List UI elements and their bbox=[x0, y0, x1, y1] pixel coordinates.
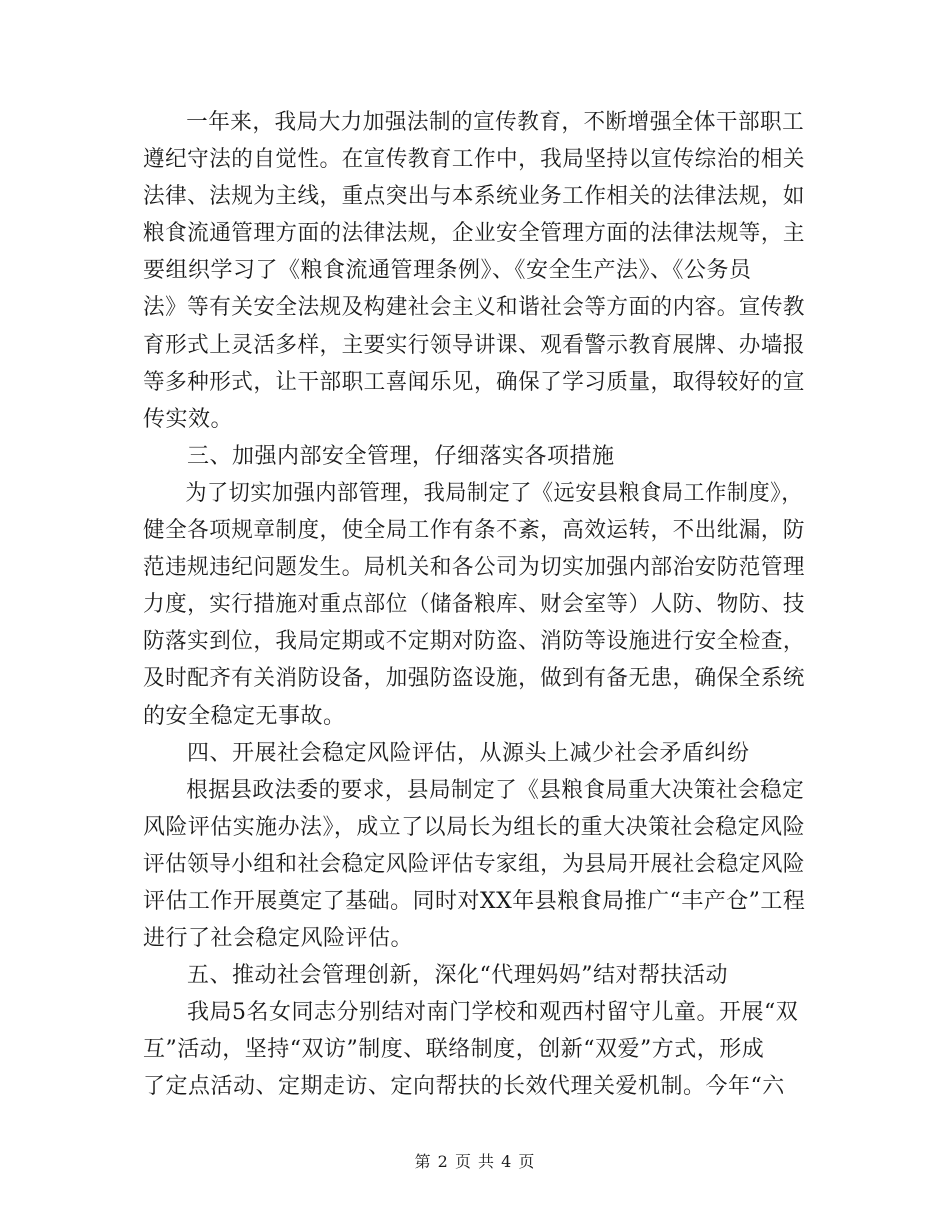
text-line: 我局5名女同志分别结对南门学校和观西村留守儿童。开展“双 bbox=[187, 1000, 799, 1026]
text-line: 法》等有关安全法规及构建社会主义和谐社会等方面的内容。宣传教 bbox=[143, 295, 805, 321]
text-line: 育形式上灵活多样，主要实行领导讲课、观看警示教育展牌、办墙报 bbox=[143, 332, 805, 358]
text-line: 防落实到位，我局定期或不定期对防盗、消防等设施进行安全检查， bbox=[143, 629, 805, 655]
text-line: 等多种形式，让干部职工喜闻乐见，确保了学习质量，取得较好的宣 bbox=[143, 369, 805, 395]
document-body bbox=[143, 104, 805, 1106]
text-line: 四、开展社会稳定风险评估，从源头上减少社会矛盾纠纷 bbox=[187, 740, 750, 766]
text-line: 粮食流通管理方面的法律法规，企业安全管理方面的法律法规等，主 bbox=[143, 221, 805, 247]
text-line: 根据县政法委的要求，县局制定了《县粮食局重大决策社会稳定 bbox=[186, 777, 805, 803]
text-line: 五、推动社会管理创新，深化“代理妈妈”结对帮扶活动 bbox=[187, 963, 728, 989]
text-line: 了定点活动、定期走访、定向帮扶的长效代理关爱机制。今年“六 bbox=[143, 1074, 785, 1100]
text-line: 评估工作开展奠定了基础。同时对XX年县粮食局推广“丰产仓”工程 bbox=[143, 888, 806, 914]
text-line: 一年来，我局大力加强法制的宣传教育，不断增强全体干部职工 bbox=[186, 110, 805, 135]
text-line: 力度，实行措施对重点部位（储备粮库、财会室等）人防、物防、技 bbox=[143, 592, 805, 618]
text-line: 的安全稳定无事故。 bbox=[143, 703, 346, 729]
text-line: 范违规违纪问题发生。局机关和各公司为切实加强内部治安防范管理 bbox=[143, 555, 805, 581]
text-line: 为了切实加强内部管理，我局制定了《远安县粮食局工作制度》， bbox=[185, 480, 803, 506]
page-footer: 第 2 页 共 4 页 bbox=[414, 1152, 536, 1171]
text-line: 进行了社会稳定风险评估。 bbox=[143, 926, 414, 952]
text-line: 三、加强内部安全管理，仔细落实各项措施 bbox=[187, 443, 615, 469]
text-line: 评估领导小组和社会稳定风险评估专家组，为县局开展社会稳定风险 bbox=[143, 851, 805, 877]
text-line: 要组织学习了《粮食流通管理条例》、《安全生产法》、《公务员 bbox=[143, 258, 752, 284]
text-line: 互”活动，坚持“双访”制度、联络制度，创新“双爱”方式，形成 bbox=[143, 1037, 765, 1063]
text-line: 传实效。 bbox=[143, 406, 234, 432]
text-line: 及时配齐有关消防设备，加强防盗设施，做到有备无患，确保全系统 bbox=[143, 666, 805, 692]
text-line: 遵纪守法的自觉性。在宣传教育工作中，我局坚持以宣传综治的相关 bbox=[143, 147, 805, 173]
text-line: 健全各项规章制度，使全局工作有条不紊，高效运转，不出纰漏，防 bbox=[143, 518, 805, 544]
text-line: 风险评估实施办法》，成立了以局长为组长的重大决策社会稳定风险 bbox=[143, 814, 806, 840]
text-line: 法律、法规为主线，重点突出与本系统业务工作相关的法律法规，如 bbox=[143, 184, 805, 210]
